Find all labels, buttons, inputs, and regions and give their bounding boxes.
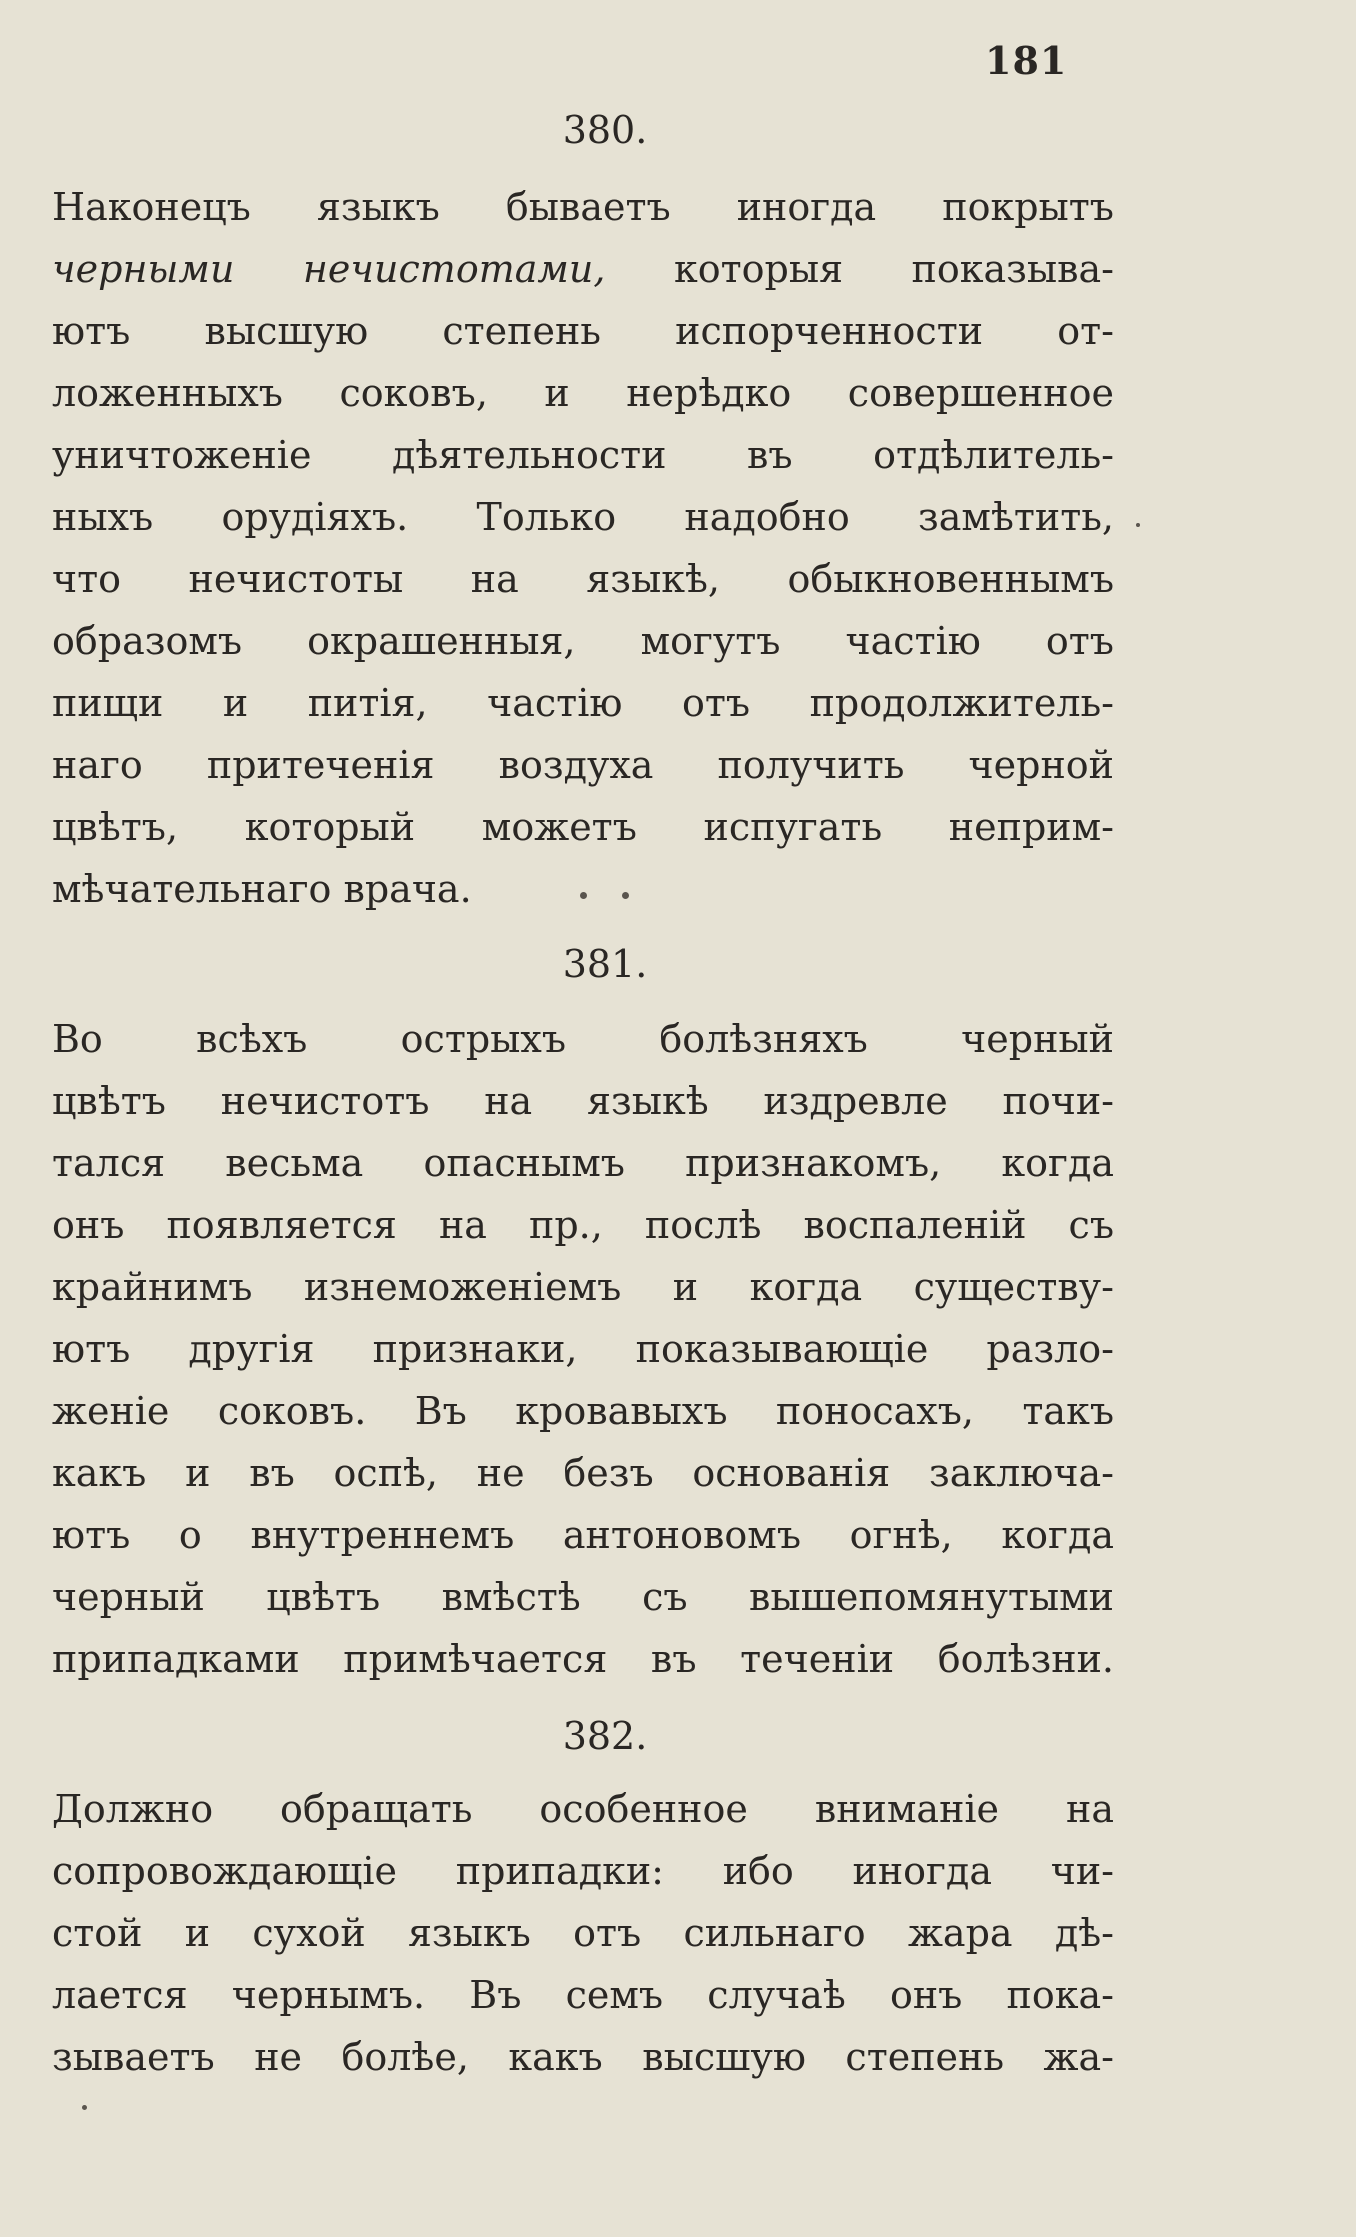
text-line: Наконецъ языкъ бываетъ иногда покрытъ (52, 185, 1114, 229)
text-line: зываетъ не болѣе, какъ высшую степень жа- (52, 2035, 1114, 2079)
ink-speck (1136, 523, 1140, 527)
text-line: крайнимъ изнеможеніемъ и когда существу- (52, 1265, 1114, 1309)
text-line: какъ и въ оспѣ, не безъ основанія заключа- (52, 1451, 1114, 1495)
text-line: цвѣтъ, который можетъ испугать неприм- (52, 805, 1114, 849)
text-line: тался весьма опаснымъ признакомъ, когда (52, 1141, 1114, 1185)
text-line: ютъ высшую степень испорченности от- (52, 309, 1114, 353)
paragraph-382 (52, 1778, 1114, 2088)
text-line: Во всѣхъ острыхъ болѣзняхъ черный (52, 1017, 1114, 1061)
page-number: 181 (985, 38, 1068, 83)
text-line-rest: которыя показыва- (673, 247, 1114, 291)
italic-phrase: черными нечистотами, (52, 247, 606, 291)
ink-speck (82, 2105, 87, 2110)
section-number-382: 382. (562, 1714, 648, 1758)
text-line: стой и сухой языкъ отъ сильнаго жара дѣ- (52, 1911, 1114, 1955)
text-line: черный цвѣтъ вмѣстѣ съ вышепомянутыми (52, 1575, 1114, 1619)
text-line: наго притеченія воздуха получить черной (52, 743, 1114, 787)
ink-speck (580, 892, 587, 899)
text-line: мѣчательнаго врача. (52, 867, 472, 911)
paragraph-380 (52, 176, 1114, 920)
text-line: образомъ окрашенныя, могутъ частію отъ (52, 619, 1114, 663)
text-line: ютъ о внутреннемъ антоновомъ огнѣ, когда (52, 1513, 1114, 1557)
text-line: женіе соковъ. Въ кровавыхъ поносахъ, такъ (52, 1389, 1114, 1433)
text-line: ложенныхъ соковъ, и нерѣдко совершенное (52, 371, 1114, 415)
paragraph-381 (52, 1008, 1114, 1690)
section-number-381: 381. (562, 942, 648, 986)
text-line: уничтоженіе дѣятельности въ отдѣлитель- (52, 433, 1114, 477)
text-line: ныхъ орудіяхъ. Только надобно замѣтить, (52, 495, 1114, 539)
text-line: цвѣтъ нечистотъ на языкѣ издревле почи- (52, 1079, 1114, 1123)
text-line: Должно обращать особенное вниманіе на (52, 1787, 1114, 1831)
text-line: пищи и питія, частію отъ продолжитель- (52, 681, 1114, 725)
text-line: припадками примѣчается въ теченіи болѣзни. (52, 1637, 1114, 1681)
text-line: что нечистоты на языкѣ, обыкновеннымъ (52, 557, 1114, 601)
section-number-380: 380. (562, 108, 648, 152)
text-line (52, 238, 1114, 300)
text-line: ютъ другія признаки, показывающіе разло- (52, 1327, 1114, 1371)
text-line: лается чернымъ. Въ семъ случаѣ онъ пока- (52, 1973, 1114, 2017)
text-line: онъ появляется на пр., послѣ воспаленій съ (52, 1203, 1114, 1247)
text-line: сопровождающіе припадки: ибо иногда чи- (52, 1849, 1114, 1893)
ink-speck (622, 892, 629, 899)
